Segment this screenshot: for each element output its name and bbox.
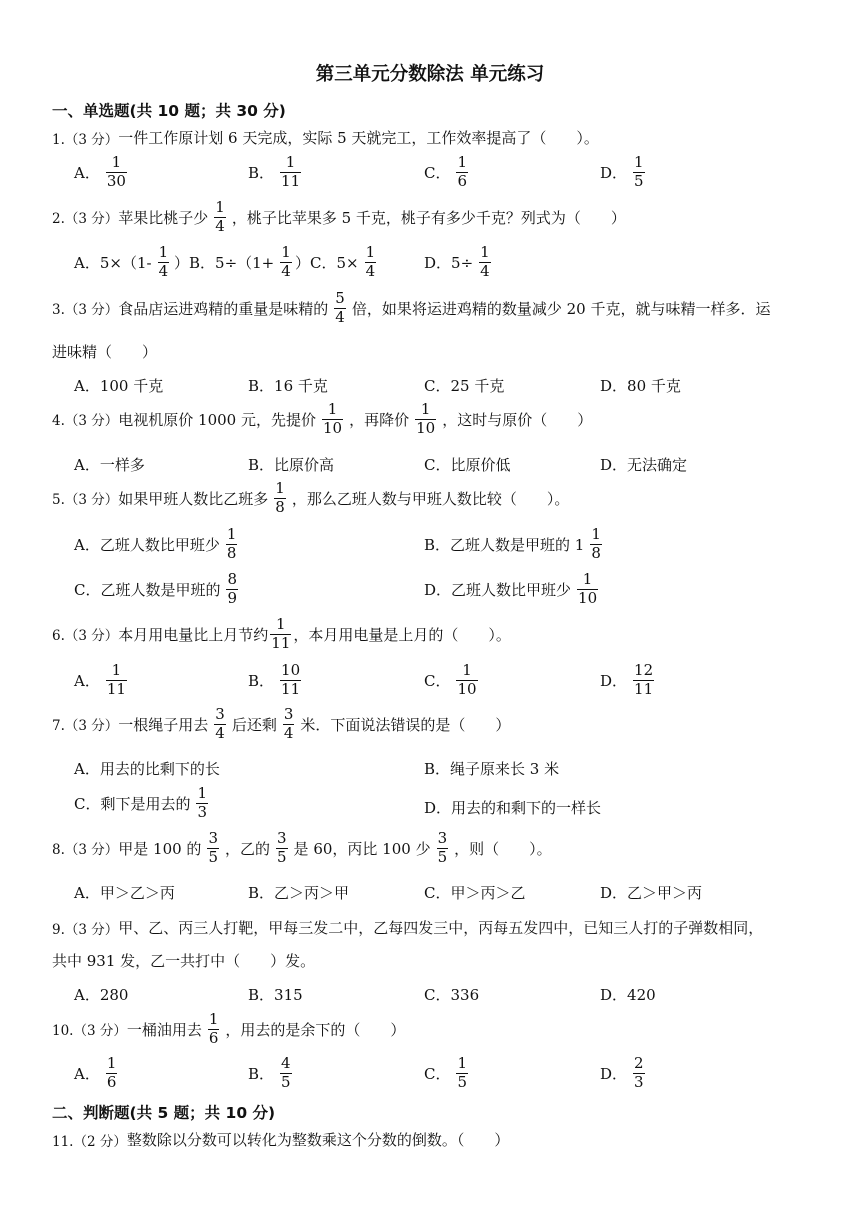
fraction: $\frac{1}{10}$ bbox=[322, 400, 343, 437]
option-a[interactable]: A．甲＞乙＞丙 bbox=[74, 884, 175, 902]
page-title: 第三单元分数除法 单元练习 bbox=[315, 64, 545, 85]
question-number: 8.（3 分） bbox=[52, 842, 119, 859]
question-stem-pre: 食品店运进鸡精的重量是味精的 bbox=[118, 299, 329, 318]
option-c[interactable]: C．25 千克 bbox=[424, 377, 505, 395]
option-c[interactable] bbox=[74, 786, 214, 821]
option-label: B． bbox=[248, 163, 275, 182]
option-label: A． bbox=[74, 671, 100, 690]
question-number: 4.（3 分） bbox=[52, 413, 119, 430]
option-d[interactable]: D．420 bbox=[600, 986, 656, 1004]
option-a[interactable] bbox=[74, 663, 133, 698]
option-b[interactable] bbox=[174, 245, 298, 280]
fraction: $\frac{1}{5}$ bbox=[457, 1054, 468, 1091]
fraction: $\frac{1}{6}$ bbox=[457, 153, 468, 190]
option-text: C．乙班人数是甲班的 bbox=[74, 580, 221, 599]
option-d[interactable] bbox=[600, 663, 660, 698]
fraction: $\frac{5}{4}$ bbox=[335, 289, 345, 326]
question-stem-post: ，用去的是余下的（ ） bbox=[225, 1020, 406, 1039]
question-number: 6.（3 分） bbox=[52, 628, 119, 645]
question-stem: 甲、乙、丙三人打靶，甲每三发二中，乙每四发三中，丙每五发四中，已知三人打的子弹数相同， bbox=[118, 919, 764, 937]
option-b[interactable]: B．16 千克 bbox=[248, 377, 328, 395]
option-b[interactable]: B．乙＞丙＞甲 bbox=[248, 884, 350, 902]
option-d[interactable]: D．乙＞甲＞丙 bbox=[600, 884, 703, 902]
fraction: $\frac{1}{30}$ bbox=[106, 153, 126, 190]
section-heading-single-choice: 一、单选题(共 10 题；共 30 分) bbox=[52, 102, 286, 120]
option-c[interactable] bbox=[424, 1056, 474, 1091]
question-number: 10.（3 分） bbox=[52, 1023, 127, 1040]
option-text: A．乙班人数比甲班少 bbox=[74, 535, 220, 554]
option-b[interactable] bbox=[248, 1056, 298, 1091]
question-number: 3.（3 分） bbox=[52, 302, 119, 319]
question-stem-continued: 共中 931 发，乙一共打中（ ）发。 bbox=[52, 952, 316, 970]
option-d[interactable]: D．无法确定 bbox=[600, 456, 688, 474]
option-text: ）C．5× bbox=[295, 253, 359, 272]
question-number: 9.（3 分） bbox=[52, 921, 119, 938]
option-d[interactable]: D．用去的和剩下的一样长 bbox=[424, 799, 602, 817]
fraction: $\frac{1}{11}$ bbox=[106, 661, 126, 698]
question-6 bbox=[52, 617, 511, 652]
question-8 bbox=[52, 831, 552, 866]
fraction: $\frac{1}{4}$ bbox=[281, 243, 291, 280]
option-text: ）B．5÷（1+ bbox=[174, 253, 275, 272]
option-label: A． bbox=[74, 163, 100, 182]
option-label: D． bbox=[600, 1064, 628, 1083]
fraction: $\frac{8}{9}$ bbox=[227, 570, 238, 607]
question-number: 7.（3 分） bbox=[52, 718, 119, 735]
option-label: C． bbox=[424, 671, 451, 690]
question-number: 2.（3 分） bbox=[52, 211, 119, 228]
question-stem-post: ，这时与原价（ ） bbox=[442, 410, 593, 429]
option-c[interactable]: C．336 bbox=[424, 986, 480, 1004]
fraction: $\frac{4}{5}$ bbox=[281, 1054, 291, 1091]
fraction: $\frac{1}{4}$ bbox=[215, 198, 225, 235]
question-stem-pre: 本月用电量比上月节约 bbox=[118, 625, 269, 644]
fraction: $\frac{1}{11}$ bbox=[281, 153, 301, 190]
fraction: $\frac{3}{4}$ bbox=[215, 705, 225, 742]
option-c[interactable] bbox=[424, 155, 474, 190]
question-number: 5.（3 分） bbox=[52, 492, 119, 509]
section-heading-true-false: 二、判断题(共 5 题；共 10 分) bbox=[52, 1104, 276, 1122]
question-stem-post: ，则（ ）。 bbox=[454, 839, 552, 858]
fraction: $\frac{1}{8}$ bbox=[275, 479, 285, 516]
fraction: $\frac{1}{4}$ bbox=[480, 243, 490, 280]
option-b[interactable] bbox=[248, 663, 307, 698]
option-b[interactable]: B．绳子原来长 3 米 bbox=[424, 760, 560, 778]
option-c[interactable] bbox=[74, 572, 244, 607]
option-c[interactable] bbox=[295, 245, 382, 280]
option-c[interactable] bbox=[424, 663, 484, 698]
question-stem-pre: 一桶油用去 bbox=[126, 1020, 202, 1039]
question-4 bbox=[52, 402, 592, 437]
question-stem-post: 倍，如果将运进鸡精的数量减少 20 千克，就与味精一样多．运 bbox=[351, 299, 771, 318]
option-b[interactable] bbox=[424, 527, 608, 562]
option-label: B． bbox=[248, 671, 275, 690]
question-stem-pre: 甲是 100 的 bbox=[118, 839, 202, 858]
option-text: A．5×（1- bbox=[74, 253, 152, 272]
fraction: $\frac{3}{5}$ bbox=[208, 829, 218, 866]
question-3 bbox=[52, 291, 770, 326]
question-stem-post: ，桃子比苹果多 5 千克，桃子有多少千克？列式为（ ） bbox=[231, 208, 626, 227]
fraction: $\frac{10}{11}$ bbox=[281, 661, 301, 698]
option-c[interactable]: C．甲＞丙＞乙 bbox=[424, 884, 526, 902]
question-stem-continued: 进味精（ ） bbox=[52, 343, 158, 361]
option-label: B． bbox=[248, 1064, 275, 1083]
option-label: C． bbox=[424, 1064, 451, 1083]
fraction: $\frac{1}{6}$ bbox=[208, 1010, 219, 1047]
option-b[interactable] bbox=[248, 155, 307, 190]
option-label: C． bbox=[424, 163, 451, 182]
option-a[interactable]: A．100 千克 bbox=[74, 377, 164, 395]
fraction: $\frac{1}{8}$ bbox=[591, 525, 601, 562]
option-text: B．乙班人数是甲班的 1 bbox=[424, 535, 585, 554]
question-7 bbox=[52, 707, 510, 742]
option-b[interactable]: B．比原价高 bbox=[248, 456, 335, 474]
fraction: $\frac{1}{5}$ bbox=[634, 153, 644, 190]
fraction: $\frac{1}{8}$ bbox=[226, 525, 237, 562]
option-a[interactable] bbox=[74, 1056, 123, 1091]
question-11 bbox=[52, 1129, 509, 1150]
question-stem-pre: 电视机原价 1000 元，先提价 bbox=[118, 410, 316, 429]
option-label: A． bbox=[74, 1064, 100, 1083]
option-text: D．5÷ bbox=[424, 253, 474, 272]
option-label: D． bbox=[600, 163, 628, 182]
fraction: $\frac{3}{4}$ bbox=[283, 705, 294, 742]
question-number: 1.（3 分） bbox=[52, 131, 119, 148]
option-d[interactable] bbox=[424, 572, 604, 607]
question-number: 11.（2 分） bbox=[52, 1133, 127, 1150]
question-stem-pre: 一根绳子用去 bbox=[118, 715, 209, 734]
question-stem-pre: 苹果比桃子少 bbox=[118, 208, 209, 227]
question-stem-mid: 是 60，丙比 100 少 bbox=[293, 839, 431, 858]
option-d[interactable]: D．80 千克 bbox=[600, 377, 681, 395]
fraction: $\frac{3}{5}$ bbox=[437, 829, 448, 866]
option-a[interactable]: A．用去的比剩下的长 bbox=[74, 760, 220, 778]
option-text: C．剩下是用去的 bbox=[74, 794, 191, 813]
fraction: $\frac{1}{3}$ bbox=[197, 784, 208, 821]
fraction: $\frac{1}{4}$ bbox=[158, 243, 169, 280]
option-a[interactable] bbox=[74, 155, 133, 190]
question-2 bbox=[52, 200, 626, 235]
fraction: $\frac{1}{11}$ bbox=[271, 615, 291, 652]
option-a[interactable] bbox=[74, 527, 243, 562]
option-c[interactable]: C．比原价低 bbox=[424, 456, 511, 474]
question-stem-pre: 如果甲班人数比乙班多 bbox=[118, 489, 269, 508]
fraction: $\frac{1}{10}$ bbox=[578, 570, 598, 607]
question-stem-mid: 后还剩 bbox=[231, 715, 277, 734]
fraction: $\frac{1}{4}$ bbox=[365, 243, 376, 280]
fraction: $\frac{12}{11}$ bbox=[634, 661, 654, 698]
option-a[interactable]: A．一样多 bbox=[74, 456, 145, 474]
question-stem: 一件工作原计划 6 天完成，实际 5 天就完工，工作效率提高了（ ）。 bbox=[118, 129, 599, 147]
question-stem-post: ，那么乙班人数与甲班人数比较（ ）。 bbox=[291, 489, 570, 508]
question-5 bbox=[52, 481, 569, 516]
question-stem-mid: ，乙的 bbox=[224, 839, 270, 858]
question-stem-post: ，本月用电量是上月的（ ）。 bbox=[293, 625, 511, 644]
option-text: D．乙班人数比甲班少 bbox=[424, 580, 572, 599]
fraction: $\frac{1}{10}$ bbox=[416, 400, 436, 437]
fraction: $\frac{3}{5}$ bbox=[277, 829, 287, 866]
fraction: $\frac{1}{10}$ bbox=[457, 661, 477, 698]
option-label: D． bbox=[600, 671, 628, 690]
question-stem-post: 米．下面说法错误的是（ ） bbox=[300, 715, 511, 734]
question-stem: 整数除以分数可以转化为整数乘这个分数的倒数。（ ） bbox=[126, 1131, 510, 1149]
option-a[interactable] bbox=[74, 245, 175, 280]
fraction: $\frac{1}{6}$ bbox=[106, 1054, 117, 1091]
fraction: $\frac{2}{3}$ bbox=[634, 1054, 644, 1091]
option-a[interactable]: A．280 bbox=[74, 986, 129, 1004]
option-d[interactable] bbox=[600, 155, 651, 190]
question-10 bbox=[52, 1012, 405, 1047]
question-9 bbox=[52, 917, 763, 938]
option-b[interactable]: B．315 bbox=[248, 986, 303, 1004]
option-d[interactable] bbox=[600, 1056, 651, 1091]
option-d[interactable] bbox=[424, 245, 497, 280]
question-stem-mid: ，再降价 bbox=[349, 410, 410, 429]
question-1 bbox=[52, 127, 599, 148]
